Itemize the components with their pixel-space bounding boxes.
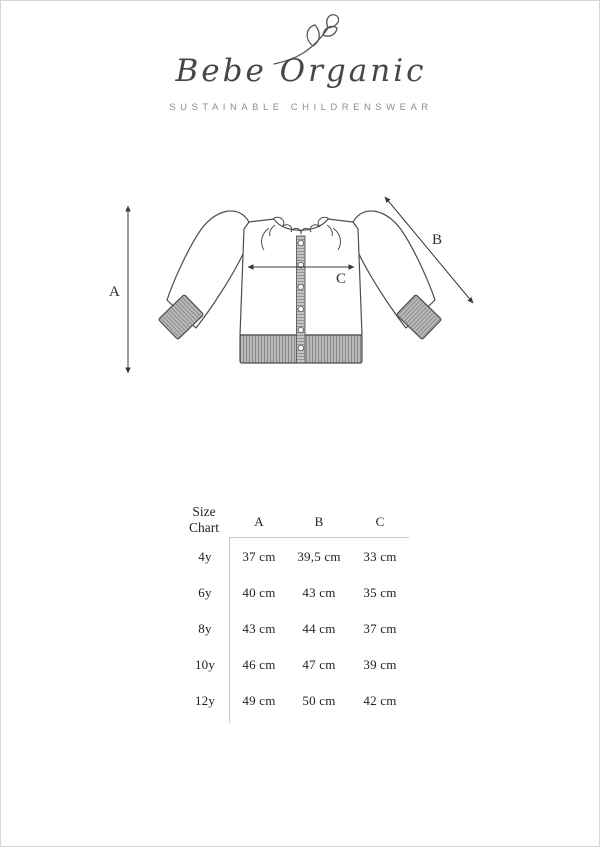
value-c: 33 cm (363, 549, 397, 564)
size-label: 4y (198, 549, 212, 564)
value-c: 39 cm (363, 657, 397, 672)
button-placket (297, 236, 306, 363)
value-b: 44 cm (302, 621, 336, 636)
size-label: 6y (198, 585, 212, 600)
column-header-b: B (314, 514, 324, 529)
column-header-c: C (375, 514, 385, 529)
size-chart-table (181, 539, 411, 719)
size-chart-title: Size Chart (189, 504, 219, 535)
cardigan-diagram (101, 181, 501, 391)
value-a: 49 cm (242, 693, 276, 708)
measure-label-a: A (109, 284, 120, 300)
value-b: 47 cm (302, 657, 336, 672)
value-a: 37 cm (242, 549, 276, 564)
measure-label-c: C (336, 271, 347, 287)
table-rule-horizontal (229, 537, 409, 538)
size-label: 12y (194, 693, 216, 708)
brand-tagline: SUSTAINABLE CHILDRENSWEAR (169, 102, 433, 113)
size-label: 10y (194, 657, 216, 672)
value-b: 43 cm (302, 585, 336, 600)
value-c: 42 cm (363, 693, 397, 708)
brand-name: Bebe Organic (175, 53, 427, 89)
value-b: 39,5 cm (297, 549, 341, 564)
size-label: 8y (198, 621, 212, 636)
value-c: 35 cm (363, 585, 397, 600)
value-b: 50 cm (302, 693, 336, 708)
value-a: 46 cm (242, 657, 276, 672)
value-c: 37 cm (363, 621, 397, 636)
value-a: 40 cm (242, 585, 276, 600)
column-header-a: A (254, 514, 264, 529)
measure-label-b: B (432, 232, 443, 248)
value-a: 43 cm (242, 621, 276, 636)
